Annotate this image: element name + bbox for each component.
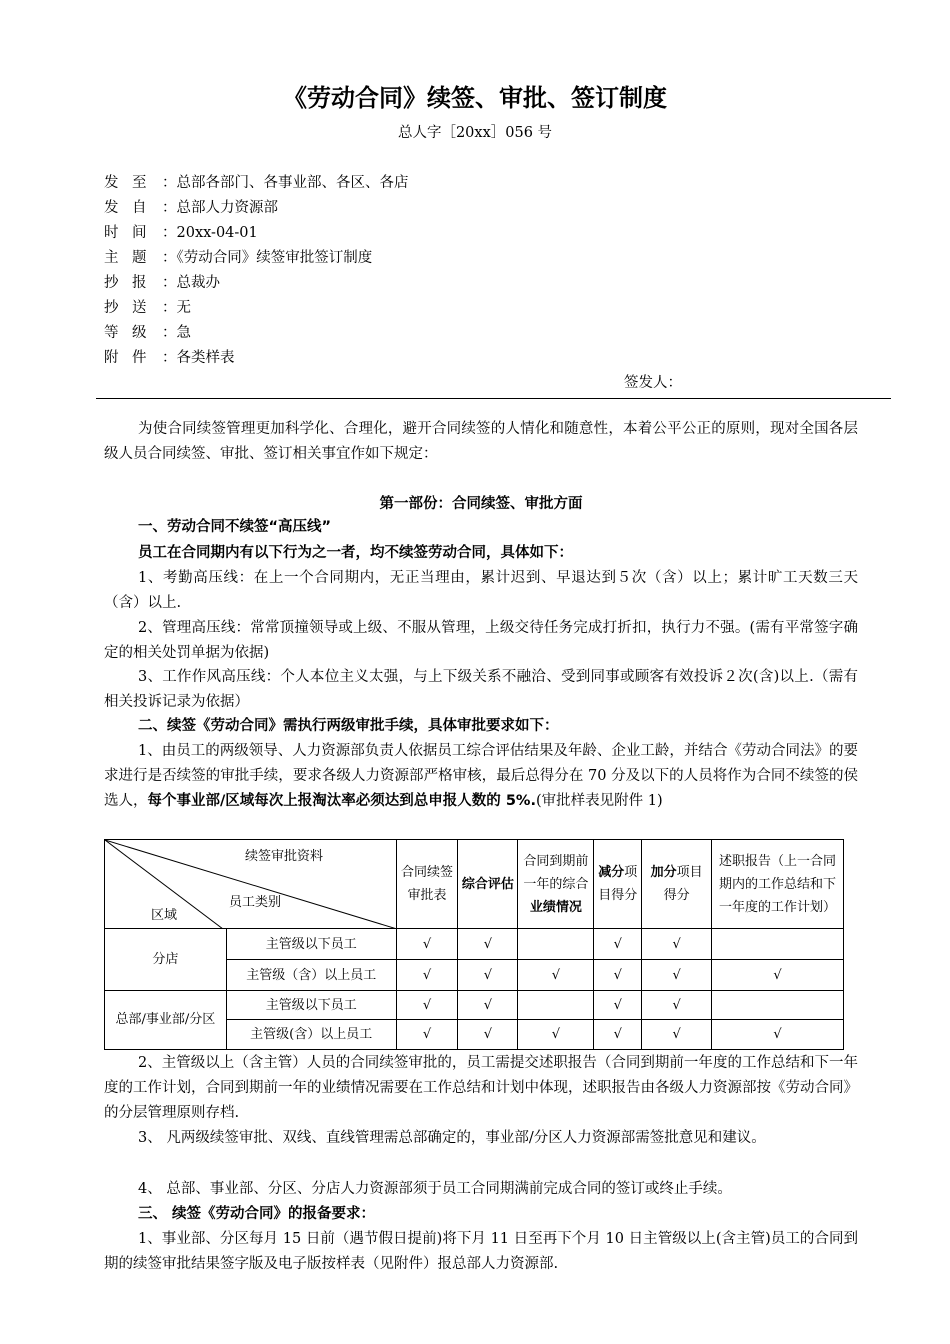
approval-table (104, 839, 844, 1050)
section2-paragraph-2: 2、主管级以上（含主管）人员的合同续签审批的，员工需提交述职报告（合同到期前一年度的工作总结和下一年度的工作计划，合同到期前一年的业绩情况需要在工作总结和计划中体现，述职报告由各级人力资源部按《劳动合同》的分层管理原则存档. (104, 1055, 858, 1121)
check-cell: √ (642, 960, 712, 991)
diag-label-employee-type: 员工类别 (229, 895, 282, 910)
employee-type: 主管级（含）以上员工 (226, 960, 396, 991)
check-cell: √ (458, 991, 518, 1020)
document-number: 总人字［20xx］056 号 (397, 125, 553, 141)
section2-paragraph-1: 1、由员工的两级领导、人力资源部负责人依据员工综合评估结果及年龄、企业工龄，并结合《劳动合同法》的要求进行是否续签的审批手续，要求各级人力资源部严格审核，最后总得分在 70 分及以下的人员将作为合同不续签的侯选人，每个事业部/区域每次上报淘汰率必须达到总申报人数的 5%.(审批样表见附件 1) (104, 743, 858, 809)
intro-paragraph: 为使合同续签管理更加科学化、合理化，避开合同续签的人情化和随意性，本着公平公正的原则，现对全国各层级人员合同续签、审批、签订相关事宜作如下规定： (104, 421, 858, 462)
signer-label: 签发人： (624, 375, 682, 391)
col-header-evaluation: 综合评估 (458, 840, 518, 929)
check-cell: √ (458, 1020, 518, 1050)
check-cell: √ (642, 991, 712, 1020)
section1-lead: 员工在合同期内有以下行为之一者，均不续签劳动合同，具体如下： (138, 545, 573, 561)
check-cell: √ (594, 929, 642, 960)
diagonal-header-cell (105, 840, 397, 929)
section3-paragraph-1: 1、事业部、分区每月 15 日前（遇节假日提前)将下月 11 日至再下个月 10 日主管级以上(含主管)员工的合同到期的续签审批结果签字版及电子版按样表（见附件）报总部人力资源部. (104, 1231, 858, 1272)
header-divider (96, 398, 891, 399)
document-title: 《劳动合同》续签、审批、签订制度 (283, 84, 667, 112)
table-row (105, 991, 844, 1020)
section1-item-2: 2、管理高压线：常常顶撞领导或上级、不服从管理，上级交待任务完成打折扣，执行力不强。(需有平常签字确定的相关处罚单据为依据) (104, 620, 858, 661)
diag-label-materials: 续签审批资料 (245, 849, 324, 864)
check-cell: √ (642, 1020, 712, 1050)
col-header-approval-form: 合同续签 审批表 (396, 840, 458, 929)
check-cell: √ (518, 960, 594, 991)
employee-type: 主管级以下员工 (226, 929, 396, 960)
check-cell (712, 929, 844, 960)
header-row-report: 抄 报 ：总裁办 (104, 275, 220, 291)
check-cell: √ (396, 960, 458, 991)
col-header-performance: 合同到期前 一年的综合 业绩情况 (518, 840, 594, 929)
header-row-subject: 主 题 ：《劳动合同》续签审批签订制度 (104, 250, 373, 266)
section3-title: 三、 续签《劳动合同》的报备要求： (138, 1206, 376, 1222)
check-cell: √ (458, 929, 518, 960)
check-cell (712, 991, 844, 1020)
col-header-deduction: 减分项 目得分 (594, 840, 642, 929)
diag-label-region: 区域 (151, 908, 178, 923)
check-cell (518, 929, 594, 960)
check-cell: √ (518, 1020, 594, 1050)
region-store: 分店 (105, 929, 227, 991)
header-row-from: 发 自 ：总部人力资源部 (104, 200, 278, 216)
section1-item-3: 3、工作作风高压线：个人本位主义太强，与上下级关系不融洽、受到同事或顾客有效投诉２次(含)以上.（需有相关投诉记录为依据） (104, 669, 858, 710)
check-cell: √ (594, 960, 642, 991)
header-row-attachment: 附 件 ：各类样表 (104, 350, 235, 366)
elimination-rate-requirement: 每个事业部/区域每次上报淘汰率必须达到总申报人数的 5%. (147, 793, 536, 809)
section1-item-1: 1、考勤高压线：在上一个合同期内，无正当理由，累计迟到、早退达到５次（含）以上；累计旷工天数三天（含）以上. (104, 570, 858, 611)
region-hq: 总部/事业部/分区 (105, 991, 227, 1050)
check-cell (518, 991, 594, 1020)
part1-title: 第一部份：合同续签、审批方面 (379, 496, 583, 512)
check-cell: √ (712, 960, 844, 991)
col-header-report: 述职报告（上一合同 期内的工作总结和下 一年度的工作计划） (712, 840, 844, 929)
table-row (105, 929, 844, 960)
section2-paragraph-3: 3、 凡两级续签审批、双线、直线管理需总部确定的，事业部/分区人力资源部需签批意见和建议。 (138, 1130, 766, 1146)
section2-title: 二、续签《劳动合同》需执行两级审批手续，具体审批要求如下： (138, 718, 559, 734)
check-cell: √ (594, 1020, 642, 1050)
section1-title: 一、劳动合同不续签“高压线” (138, 519, 332, 535)
check-cell: √ (594, 991, 642, 1020)
employee-type: 主管级(含）以上员工 (226, 1020, 396, 1050)
header-row-cc: 抄 送 ：无 (104, 300, 191, 316)
check-cell: √ (642, 929, 712, 960)
employee-type: 主管级以下员工 (226, 991, 396, 1020)
check-cell: √ (458, 960, 518, 991)
header-row-date: 时 间 ：20xx-04-01 (104, 225, 258, 241)
col-header-bonus: 加分项目 得分 (642, 840, 712, 929)
check-cell: √ (396, 929, 458, 960)
check-cell: √ (396, 1020, 458, 1050)
check-cell: √ (396, 991, 458, 1020)
section2-paragraph-4: 4、 总部、事业部、分区、分店人力资源部须于员工合同期满前完成合同的签订或终止手续。 (138, 1181, 732, 1197)
header-row-to: 发 至 ：总部各部门、各事业部、各区、各店 (104, 175, 409, 191)
check-cell: √ (712, 1020, 844, 1050)
header-row-level: 等 级 ：急 (104, 325, 191, 341)
